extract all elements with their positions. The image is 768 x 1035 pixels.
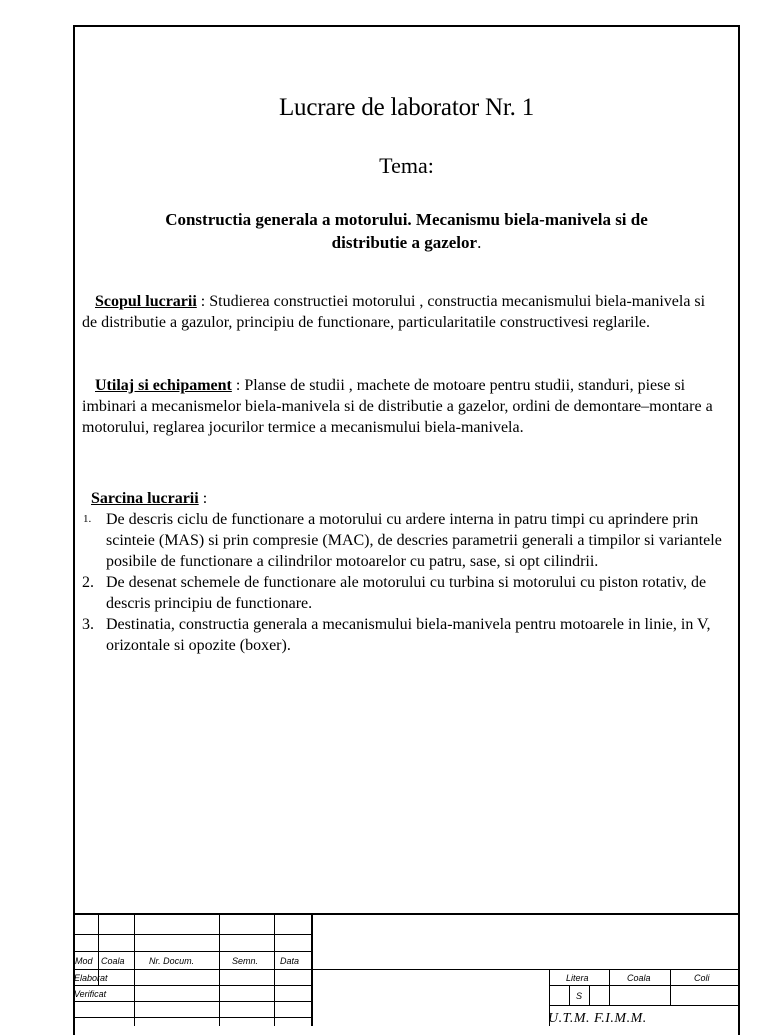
stamp-line <box>73 969 740 970</box>
title-block-stamp <box>73 913 740 1026</box>
stamp-line <box>73 1001 311 1002</box>
stamp-header-mod: Mod <box>75 956 93 966</box>
subject-tail: . <box>477 233 482 252</box>
stamp-line <box>589 985 590 1005</box>
stamp-coli: Coli <box>694 973 710 983</box>
stamp-line <box>73 934 311 935</box>
stamp-litera-value: S <box>576 991 583 1001</box>
stamp-litera: Litera <box>566 973 589 983</box>
sarcina-heading <box>91 488 731 509</box>
subject-line-1: Constructia generala a motorului. Mecanismu biela-manivela si de <box>165 210 648 229</box>
stamp-line <box>274 915 275 1026</box>
stamp-line <box>73 985 311 986</box>
scop-label: Scopul lucrarii <box>95 293 197 310</box>
task-item <box>78 509 723 572</box>
sarcina-label: Sarcina lucrarii <box>91 490 199 507</box>
tema-label: Tema: <box>379 153 434 178</box>
document-title: Lucrare de laborator Nr. 1 <box>278 94 535 121</box>
task-item <box>78 614 723 656</box>
organization-label: U.T.M. F.I.M.M. <box>548 1011 647 1026</box>
stamp-line <box>670 969 671 1005</box>
task-number: 1. <box>83 513 92 525</box>
stamp-line <box>549 985 740 986</box>
scop-text: : Studierea constructiei motorului , constructia mecanismului biela-manivela si de distributie a gazulor, principiu de functionare, particularitatile constructivesi reglarile. <box>82 293 706 331</box>
stamp-header-semn: Semn. <box>232 956 259 966</box>
stamp-header-nr-docum: Nr. Docum. <box>149 956 195 966</box>
stamp-line <box>569 985 570 1005</box>
stamp-line <box>134 915 135 1026</box>
utilaj-text: : Planse de studii , machete de motoare pentru studii, standuri, piese si imbinari a mecanismelor biela-manivela si de distributie a gazelor, ordini de demontare–montare a motorului, reglarea jocurilor termice a mecanismului biela-manivela. <box>82 377 713 436</box>
stamp-coala: Coala <box>627 973 651 983</box>
stamp-row-verificat: Verificat <box>74 989 107 999</box>
stamp-line <box>73 951 311 952</box>
sarcina-suffix: : <box>198 490 208 507</box>
task-text: Destinatia, constructia generala a mecanismului biela-manivela pentru motoarele in linie, in V, orizontale si opozite (boxer). <box>106 616 711 654</box>
stamp-line <box>549 1005 740 1006</box>
utilaj-label: Utilaj si echipament <box>95 377 232 394</box>
utilaj-paragraph <box>82 375 722 438</box>
task-list <box>78 509 723 656</box>
stamp-line <box>311 915 313 1026</box>
stamp-line <box>219 915 220 1026</box>
stamp-row-elaborat: Elaborat <box>74 973 108 983</box>
task-item <box>78 572 723 614</box>
task-number: 3. <box>82 616 94 633</box>
stamp-header-data: Data <box>280 956 300 966</box>
task-number: 2. <box>82 574 94 591</box>
stamp-line <box>609 969 610 1005</box>
scop-paragraph <box>82 291 722 333</box>
task-text: De descris ciclu de functionare a motorului cu ardere interna in patru timpi cu aprindere prin scinteie (MAS) si prin compresie (MAC), de descries parametrii generali a timpilor si variantele posibile de functionare a cilindrilor motoarelor cu patru, sase, si opt cilindrii. <box>106 511 722 570</box>
stamp-line <box>73 1017 311 1018</box>
task-text: De desenat schemele de functionare ale motorului cu turbina si motorului cu piston rotativ, de descris principiu de functionare. <box>106 574 707 612</box>
subject-line-2: distributie a gazelor <box>331 233 478 252</box>
stamp-header-coala: Coala <box>101 956 125 966</box>
document-subject <box>100 208 713 254</box>
